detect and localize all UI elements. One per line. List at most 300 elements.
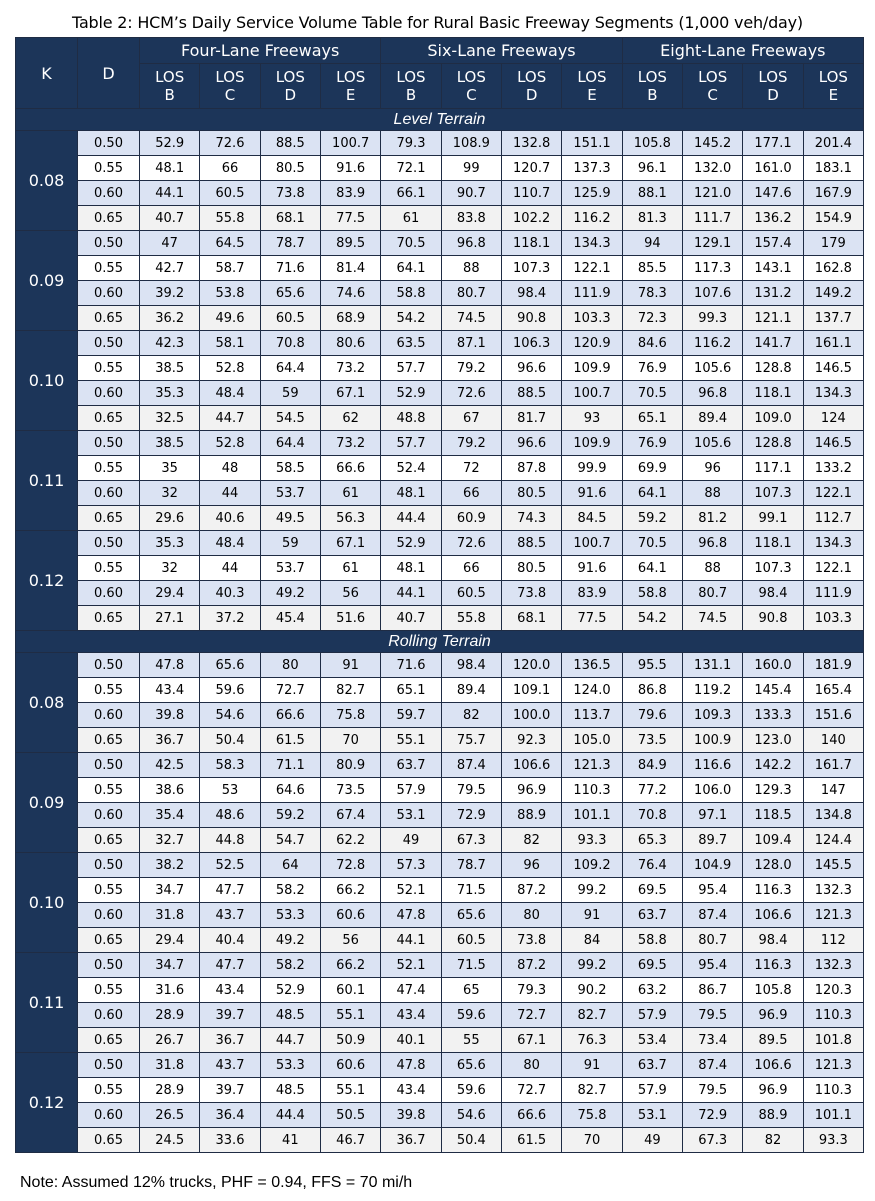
volume-cell: 55 xyxy=(441,1028,501,1053)
volume-cell: 136.5 xyxy=(562,653,622,678)
volume-cell: 136.2 xyxy=(743,206,803,231)
volume-cell: 57.7 xyxy=(381,356,441,381)
volume-cell: 69.5 xyxy=(622,878,682,903)
volume-cell: 62.2 xyxy=(320,828,380,853)
volume-cell: 101.8 xyxy=(803,1028,863,1053)
volume-cell: 79.2 xyxy=(441,356,501,381)
los-grade: B xyxy=(647,86,658,104)
volume-cell: 40.4 xyxy=(200,928,260,953)
volume-cell: 50.4 xyxy=(441,1128,501,1153)
volume-cell: 71.1 xyxy=(260,753,320,778)
table-row xyxy=(16,978,864,1003)
los-label: LOS xyxy=(155,68,185,86)
volume-cell: 88.5 xyxy=(260,131,320,156)
volume-cell: 72.6 xyxy=(200,131,260,156)
volume-cell: 162.8 xyxy=(803,256,863,281)
volume-cell: 79.2 xyxy=(441,431,501,456)
volume-cell: 65 xyxy=(441,978,501,1003)
volume-cell: 52.9 xyxy=(140,131,200,156)
volume-cell: 112 xyxy=(803,928,863,953)
volume-cell: 58.2 xyxy=(260,878,320,903)
volume-cell: 128.0 xyxy=(743,853,803,878)
volume-cell: 71.6 xyxy=(381,653,441,678)
volume-cell: 80.9 xyxy=(320,753,380,778)
volume-cell: 110.3 xyxy=(803,1078,863,1103)
volume-cell: 40.7 xyxy=(381,606,441,631)
volume-cell: 165.4 xyxy=(803,678,863,703)
d-value: 0.65 xyxy=(78,1128,140,1153)
volume-cell: 34.7 xyxy=(140,953,200,978)
volume-cell: 58.3 xyxy=(200,753,260,778)
volume-cell: 98.4 xyxy=(743,581,803,606)
volume-cell: 183.1 xyxy=(803,156,863,181)
volume-cell: 84.5 xyxy=(562,506,622,531)
volume-cell: 60.1 xyxy=(320,978,380,1003)
table-row xyxy=(16,1003,864,1028)
volume-cell: 95.5 xyxy=(622,653,682,678)
volume-cell: 61.5 xyxy=(501,1128,561,1153)
volume-cell: 121.0 xyxy=(683,181,743,206)
volume-cell: 96.6 xyxy=(501,356,561,381)
volume-cell: 87.4 xyxy=(683,903,743,928)
volume-cell: 69.5 xyxy=(622,953,682,978)
volume-cell: 143.1 xyxy=(743,256,803,281)
k-value: 0.10 xyxy=(16,853,78,953)
volume-cell: 70.8 xyxy=(260,331,320,356)
volume-cell: 44.4 xyxy=(381,506,441,531)
d-value: 0.60 xyxy=(78,1103,140,1128)
volume-cell: 26.5 xyxy=(140,1103,200,1128)
k-value: 0.11 xyxy=(16,953,78,1053)
volume-cell: 132.3 xyxy=(803,878,863,903)
volume-cell: 24.5 xyxy=(140,1128,200,1153)
volume-cell: 99.3 xyxy=(683,306,743,331)
table-row xyxy=(16,653,864,678)
volume-cell: 111.9 xyxy=(562,281,622,306)
d-value: 0.65 xyxy=(78,206,140,231)
volume-cell: 91 xyxy=(562,903,622,928)
d-value: 0.60 xyxy=(78,1003,140,1028)
volume-cell: 125.9 xyxy=(562,181,622,206)
volume-cell: 54.7 xyxy=(260,828,320,853)
volume-cell: 49 xyxy=(622,1128,682,1153)
volume-cell: 109.4 xyxy=(743,828,803,853)
d-value: 0.50 xyxy=(78,531,140,556)
volume-cell: 88 xyxy=(441,256,501,281)
volume-cell: 52.4 xyxy=(381,456,441,481)
volume-cell: 47.7 xyxy=(200,878,260,903)
volume-cell: 67.3 xyxy=(441,828,501,853)
volume-cell: 48.5 xyxy=(260,1078,320,1103)
volume-cell: 44.7 xyxy=(200,406,260,431)
volume-cell: 181.9 xyxy=(803,653,863,678)
volume-cell: 53.3 xyxy=(260,903,320,928)
volume-cell: 100.9 xyxy=(683,728,743,753)
volume-cell: 72.1 xyxy=(381,156,441,181)
volume-cell: 54.2 xyxy=(381,306,441,331)
los-grade: C xyxy=(466,86,477,104)
volume-cell: 67.1 xyxy=(501,1028,561,1053)
table-row xyxy=(16,331,864,356)
volume-cell: 110.3 xyxy=(803,1003,863,1028)
table-row xyxy=(16,556,864,581)
volume-cell: 64 xyxy=(260,853,320,878)
volume-cell: 72 xyxy=(441,456,501,481)
d-value: 0.55 xyxy=(78,1078,140,1103)
volume-cell: 79.6 xyxy=(622,703,682,728)
volume-cell: 35.3 xyxy=(140,531,200,556)
terrain-heading: Level Terrain xyxy=(16,109,864,131)
volume-cell: 88.5 xyxy=(501,381,561,406)
volume-cell: 79.3 xyxy=(501,978,561,1003)
los-grade: C xyxy=(707,86,718,104)
volume-cell: 78.7 xyxy=(260,231,320,256)
volume-cell: 83.8 xyxy=(441,206,501,231)
los-grade: D xyxy=(525,86,538,104)
volume-cell: 72.7 xyxy=(501,1003,561,1028)
volume-cell: 88 xyxy=(683,556,743,581)
volume-cell: 161.7 xyxy=(803,753,863,778)
volume-cell: 59.2 xyxy=(622,506,682,531)
volume-cell: 94 xyxy=(622,231,682,256)
volume-cell: 106.6 xyxy=(743,1053,803,1078)
volume-cell: 43.4 xyxy=(140,678,200,703)
volume-cell: 89.5 xyxy=(743,1028,803,1053)
volume-cell: 48.1 xyxy=(140,156,200,181)
volume-cell: 141.7 xyxy=(743,331,803,356)
volume-cell: 34.7 xyxy=(140,878,200,903)
volume-cell: 82 xyxy=(743,1128,803,1153)
table-row xyxy=(16,306,864,331)
volume-cell: 124.0 xyxy=(562,678,622,703)
volume-cell: 58.5 xyxy=(260,456,320,481)
volume-cell: 72.7 xyxy=(501,1078,561,1103)
volume-cell: 51.6 xyxy=(320,606,380,631)
volume-cell: 87.4 xyxy=(441,753,501,778)
volume-cell: 55.1 xyxy=(320,1003,380,1028)
volume-cell: 86.7 xyxy=(683,978,743,1003)
volume-cell: 117.1 xyxy=(743,456,803,481)
volume-cell: 59.6 xyxy=(441,1078,501,1103)
volume-cell: 52.5 xyxy=(200,853,260,878)
k-header: K xyxy=(16,38,78,109)
volume-cell: 53.8 xyxy=(200,281,260,306)
volume-cell: 72.8 xyxy=(320,853,380,878)
volume-cell: 76.9 xyxy=(622,431,682,456)
volume-cell: 83.9 xyxy=(562,581,622,606)
volume-cell: 59.6 xyxy=(200,678,260,703)
volume-cell: 53.7 xyxy=(260,481,320,506)
volume-cell: 66.6 xyxy=(501,1103,561,1128)
volume-cell: 85.5 xyxy=(622,256,682,281)
volume-cell: 103.3 xyxy=(562,306,622,331)
volume-cell: 67.4 xyxy=(320,803,380,828)
volume-cell: 134.8 xyxy=(803,803,863,828)
volume-cell: 96.8 xyxy=(683,531,743,556)
volume-cell: 72.9 xyxy=(441,803,501,828)
volume-cell: 149.2 xyxy=(803,281,863,306)
table-row xyxy=(16,1028,864,1053)
d-value: 0.65 xyxy=(78,606,140,631)
volume-cell: 109.3 xyxy=(683,703,743,728)
volume-cell: 49.2 xyxy=(260,928,320,953)
volume-cell: 89.7 xyxy=(683,828,743,853)
volume-cell: 42.7 xyxy=(140,256,200,281)
volume-cell: 65.6 xyxy=(200,653,260,678)
volume-cell: 50.5 xyxy=(320,1103,380,1128)
table-row xyxy=(16,803,864,828)
los-header xyxy=(562,64,622,109)
volume-cell: 76.3 xyxy=(562,1028,622,1053)
volume-cell: 61 xyxy=(381,206,441,231)
volume-cell: 54.6 xyxy=(200,703,260,728)
volume-cell: 122.1 xyxy=(803,556,863,581)
volume-cell: 44.1 xyxy=(381,581,441,606)
volume-cell: 109.2 xyxy=(562,853,622,878)
volume-cell: 66.2 xyxy=(320,953,380,978)
volume-cell: 72.3 xyxy=(622,306,682,331)
los-grade: C xyxy=(224,86,236,104)
volume-cell: 73.2 xyxy=(320,431,380,456)
volume-cell: 53 xyxy=(200,778,260,803)
volume-cell: 39.8 xyxy=(381,1103,441,1128)
volume-cell: 43.4 xyxy=(381,1003,441,1028)
volume-cell: 44 xyxy=(200,556,260,581)
volume-cell: 80.7 xyxy=(441,281,501,306)
volume-cell: 78.3 xyxy=(622,281,682,306)
volume-cell: 82.7 xyxy=(562,1003,622,1028)
volume-cell: 146.5 xyxy=(803,431,863,456)
table-row xyxy=(16,406,864,431)
volume-cell: 55.1 xyxy=(320,1078,380,1103)
volume-cell: 38.5 xyxy=(140,356,200,381)
volume-cell: 62 xyxy=(320,406,380,431)
volume-cell: 61 xyxy=(320,556,380,581)
volume-cell: 96.9 xyxy=(743,1078,803,1103)
volume-cell: 67.3 xyxy=(683,1128,743,1153)
volume-cell: 132.0 xyxy=(683,156,743,181)
volume-cell: 57.9 xyxy=(622,1078,682,1103)
volume-cell: 81.7 xyxy=(501,406,561,431)
d-value: 0.50 xyxy=(78,331,140,356)
k-value: 0.08 xyxy=(16,131,78,231)
volume-cell: 60.6 xyxy=(320,903,380,928)
table-row xyxy=(16,878,864,903)
volume-cell: 106.0 xyxy=(683,778,743,803)
volume-cell: 121.3 xyxy=(803,903,863,928)
volume-cell: 33.6 xyxy=(200,1128,260,1153)
volume-cell: 134.3 xyxy=(803,531,863,556)
table-row xyxy=(16,231,864,256)
volume-cell: 80.7 xyxy=(683,581,743,606)
volume-cell: 107.6 xyxy=(683,281,743,306)
volume-cell: 99.2 xyxy=(562,878,622,903)
volume-cell: 87.4 xyxy=(683,1053,743,1078)
d-value: 0.60 xyxy=(78,481,140,506)
volume-cell: 88.9 xyxy=(743,1103,803,1128)
volume-cell: 106.6 xyxy=(743,903,803,928)
volume-cell: 105.8 xyxy=(743,978,803,1003)
volume-cell: 28.9 xyxy=(140,1003,200,1028)
table-row xyxy=(16,728,864,753)
volume-cell: 39.7 xyxy=(200,1078,260,1103)
volume-cell: 71.5 xyxy=(441,878,501,903)
volume-cell: 82.7 xyxy=(562,1078,622,1103)
d-value: 0.55 xyxy=(78,256,140,281)
volume-cell: 160.0 xyxy=(743,653,803,678)
d-header: D xyxy=(78,38,140,109)
volume-cell: 70 xyxy=(562,1128,622,1153)
volume-cell: 47.8 xyxy=(381,1053,441,1078)
volume-cell: 91 xyxy=(320,653,380,678)
volume-cell: 87.1 xyxy=(441,331,501,356)
volume-cell: 103.3 xyxy=(803,606,863,631)
volume-cell: 140 xyxy=(803,728,863,753)
volume-cell: 97.1 xyxy=(683,803,743,828)
los-header xyxy=(501,64,561,109)
volume-cell: 120.7 xyxy=(501,156,561,181)
volume-cell: 42.5 xyxy=(140,753,200,778)
volume-cell: 56 xyxy=(320,928,380,953)
volume-cell: 82.7 xyxy=(320,678,380,703)
volume-cell: 67 xyxy=(441,406,501,431)
d-value: 0.65 xyxy=(78,928,140,953)
volume-cell: 117.3 xyxy=(683,256,743,281)
volume-cell: 74.5 xyxy=(441,306,501,331)
volume-cell: 116.3 xyxy=(743,878,803,903)
volume-cell: 40.3 xyxy=(200,581,260,606)
volume-cell: 54.5 xyxy=(260,406,320,431)
volume-cell: 86.8 xyxy=(622,678,682,703)
volume-cell: 84.6 xyxy=(622,331,682,356)
volume-cell: 80.5 xyxy=(501,481,561,506)
volume-cell: 96.8 xyxy=(683,381,743,406)
volume-cell: 113.7 xyxy=(562,703,622,728)
table-row xyxy=(16,206,864,231)
d-value: 0.50 xyxy=(78,653,140,678)
volume-cell: 80 xyxy=(501,1053,561,1078)
volume-cell: 70.5 xyxy=(381,231,441,256)
volume-cell: 147 xyxy=(803,778,863,803)
volume-cell: 53.4 xyxy=(622,1028,682,1053)
volume-cell: 73.4 xyxy=(683,1028,743,1053)
volume-cell: 26.7 xyxy=(140,1028,200,1053)
volume-cell: 121.1 xyxy=(743,306,803,331)
table-row xyxy=(16,703,864,728)
table-row xyxy=(16,928,864,953)
volume-cell: 66.1 xyxy=(381,181,441,206)
volume-cell: 75.7 xyxy=(441,728,501,753)
los-header xyxy=(683,64,743,109)
volume-cell: 96.8 xyxy=(441,231,501,256)
volume-cell: 106.6 xyxy=(501,753,561,778)
volume-cell: 80.5 xyxy=(501,556,561,581)
volume-cell: 72.9 xyxy=(683,1103,743,1128)
volume-cell: 96 xyxy=(501,853,561,878)
los-label: LOS xyxy=(396,68,426,86)
volume-cell: 63.7 xyxy=(622,903,682,928)
volume-cell: 118.1 xyxy=(743,531,803,556)
volume-cell: 39.2 xyxy=(140,281,200,306)
volume-cell: 80.6 xyxy=(320,331,380,356)
volume-cell: 116.2 xyxy=(683,331,743,356)
volume-cell: 70.5 xyxy=(622,531,682,556)
los-header xyxy=(140,64,200,109)
volume-cell: 52.9 xyxy=(381,531,441,556)
los-grade: B xyxy=(164,86,175,104)
los-header xyxy=(381,64,441,109)
volume-cell: 49.6 xyxy=(200,306,260,331)
table-row xyxy=(16,131,864,156)
volume-cell: 109.0 xyxy=(743,406,803,431)
table-row xyxy=(16,853,864,878)
los-header xyxy=(260,64,320,109)
volume-cell: 66 xyxy=(441,556,501,581)
volume-cell: 44.1 xyxy=(381,928,441,953)
table-row xyxy=(16,1103,864,1128)
volume-cell: 49.5 xyxy=(260,506,320,531)
d-value: 0.65 xyxy=(78,506,140,531)
volume-cell: 73.8 xyxy=(501,581,561,606)
volume-cell: 53.1 xyxy=(622,1103,682,1128)
los-header xyxy=(441,64,501,109)
volume-cell: 96 xyxy=(683,456,743,481)
volume-cell: 73.5 xyxy=(320,778,380,803)
volume-cell: 46.7 xyxy=(320,1128,380,1153)
volume-cell: 31.6 xyxy=(140,978,200,1003)
d-value: 0.50 xyxy=(78,853,140,878)
volume-cell: 98.4 xyxy=(743,928,803,953)
volume-cell: 35.4 xyxy=(140,803,200,828)
volume-cell: 36.7 xyxy=(200,1028,260,1053)
volume-cell: 77.5 xyxy=(562,606,622,631)
volume-cell: 87.8 xyxy=(501,456,561,481)
volume-cell: 161.1 xyxy=(803,331,863,356)
volume-cell: 60.5 xyxy=(441,928,501,953)
volume-cell: 78.7 xyxy=(441,853,501,878)
volume-cell: 137.7 xyxy=(803,306,863,331)
volume-cell: 47.8 xyxy=(140,653,200,678)
volume-cell: 36.7 xyxy=(381,1128,441,1153)
volume-cell: 93.3 xyxy=(562,828,622,853)
volume-cell: 90.8 xyxy=(743,606,803,631)
d-value: 0.65 xyxy=(78,306,140,331)
volume-cell: 82 xyxy=(501,828,561,853)
volume-cell: 79.5 xyxy=(683,1003,743,1028)
volume-cell: 53.3 xyxy=(260,1053,320,1078)
k-value: 0.11 xyxy=(16,431,78,531)
table-row xyxy=(16,953,864,978)
volume-cell: 63.2 xyxy=(622,978,682,1003)
volume-cell: 116.3 xyxy=(743,953,803,978)
table-row xyxy=(16,753,864,778)
volume-cell: 64.1 xyxy=(381,256,441,281)
los-label: LOS xyxy=(336,68,366,86)
volume-cell: 105.6 xyxy=(683,431,743,456)
volume-cell: 61 xyxy=(320,481,380,506)
d-value: 0.50 xyxy=(78,431,140,456)
volume-cell: 154.9 xyxy=(803,206,863,231)
volume-cell: 65.1 xyxy=(381,678,441,703)
los-header xyxy=(803,64,863,109)
volume-cell: 52.9 xyxy=(381,381,441,406)
volume-cell: 95.4 xyxy=(683,953,743,978)
volume-cell: 80.5 xyxy=(260,156,320,181)
d-value: 0.55 xyxy=(78,356,140,381)
volume-cell: 47.8 xyxy=(381,903,441,928)
los-grade: E xyxy=(587,86,597,104)
volume-cell: 96.9 xyxy=(743,1003,803,1028)
